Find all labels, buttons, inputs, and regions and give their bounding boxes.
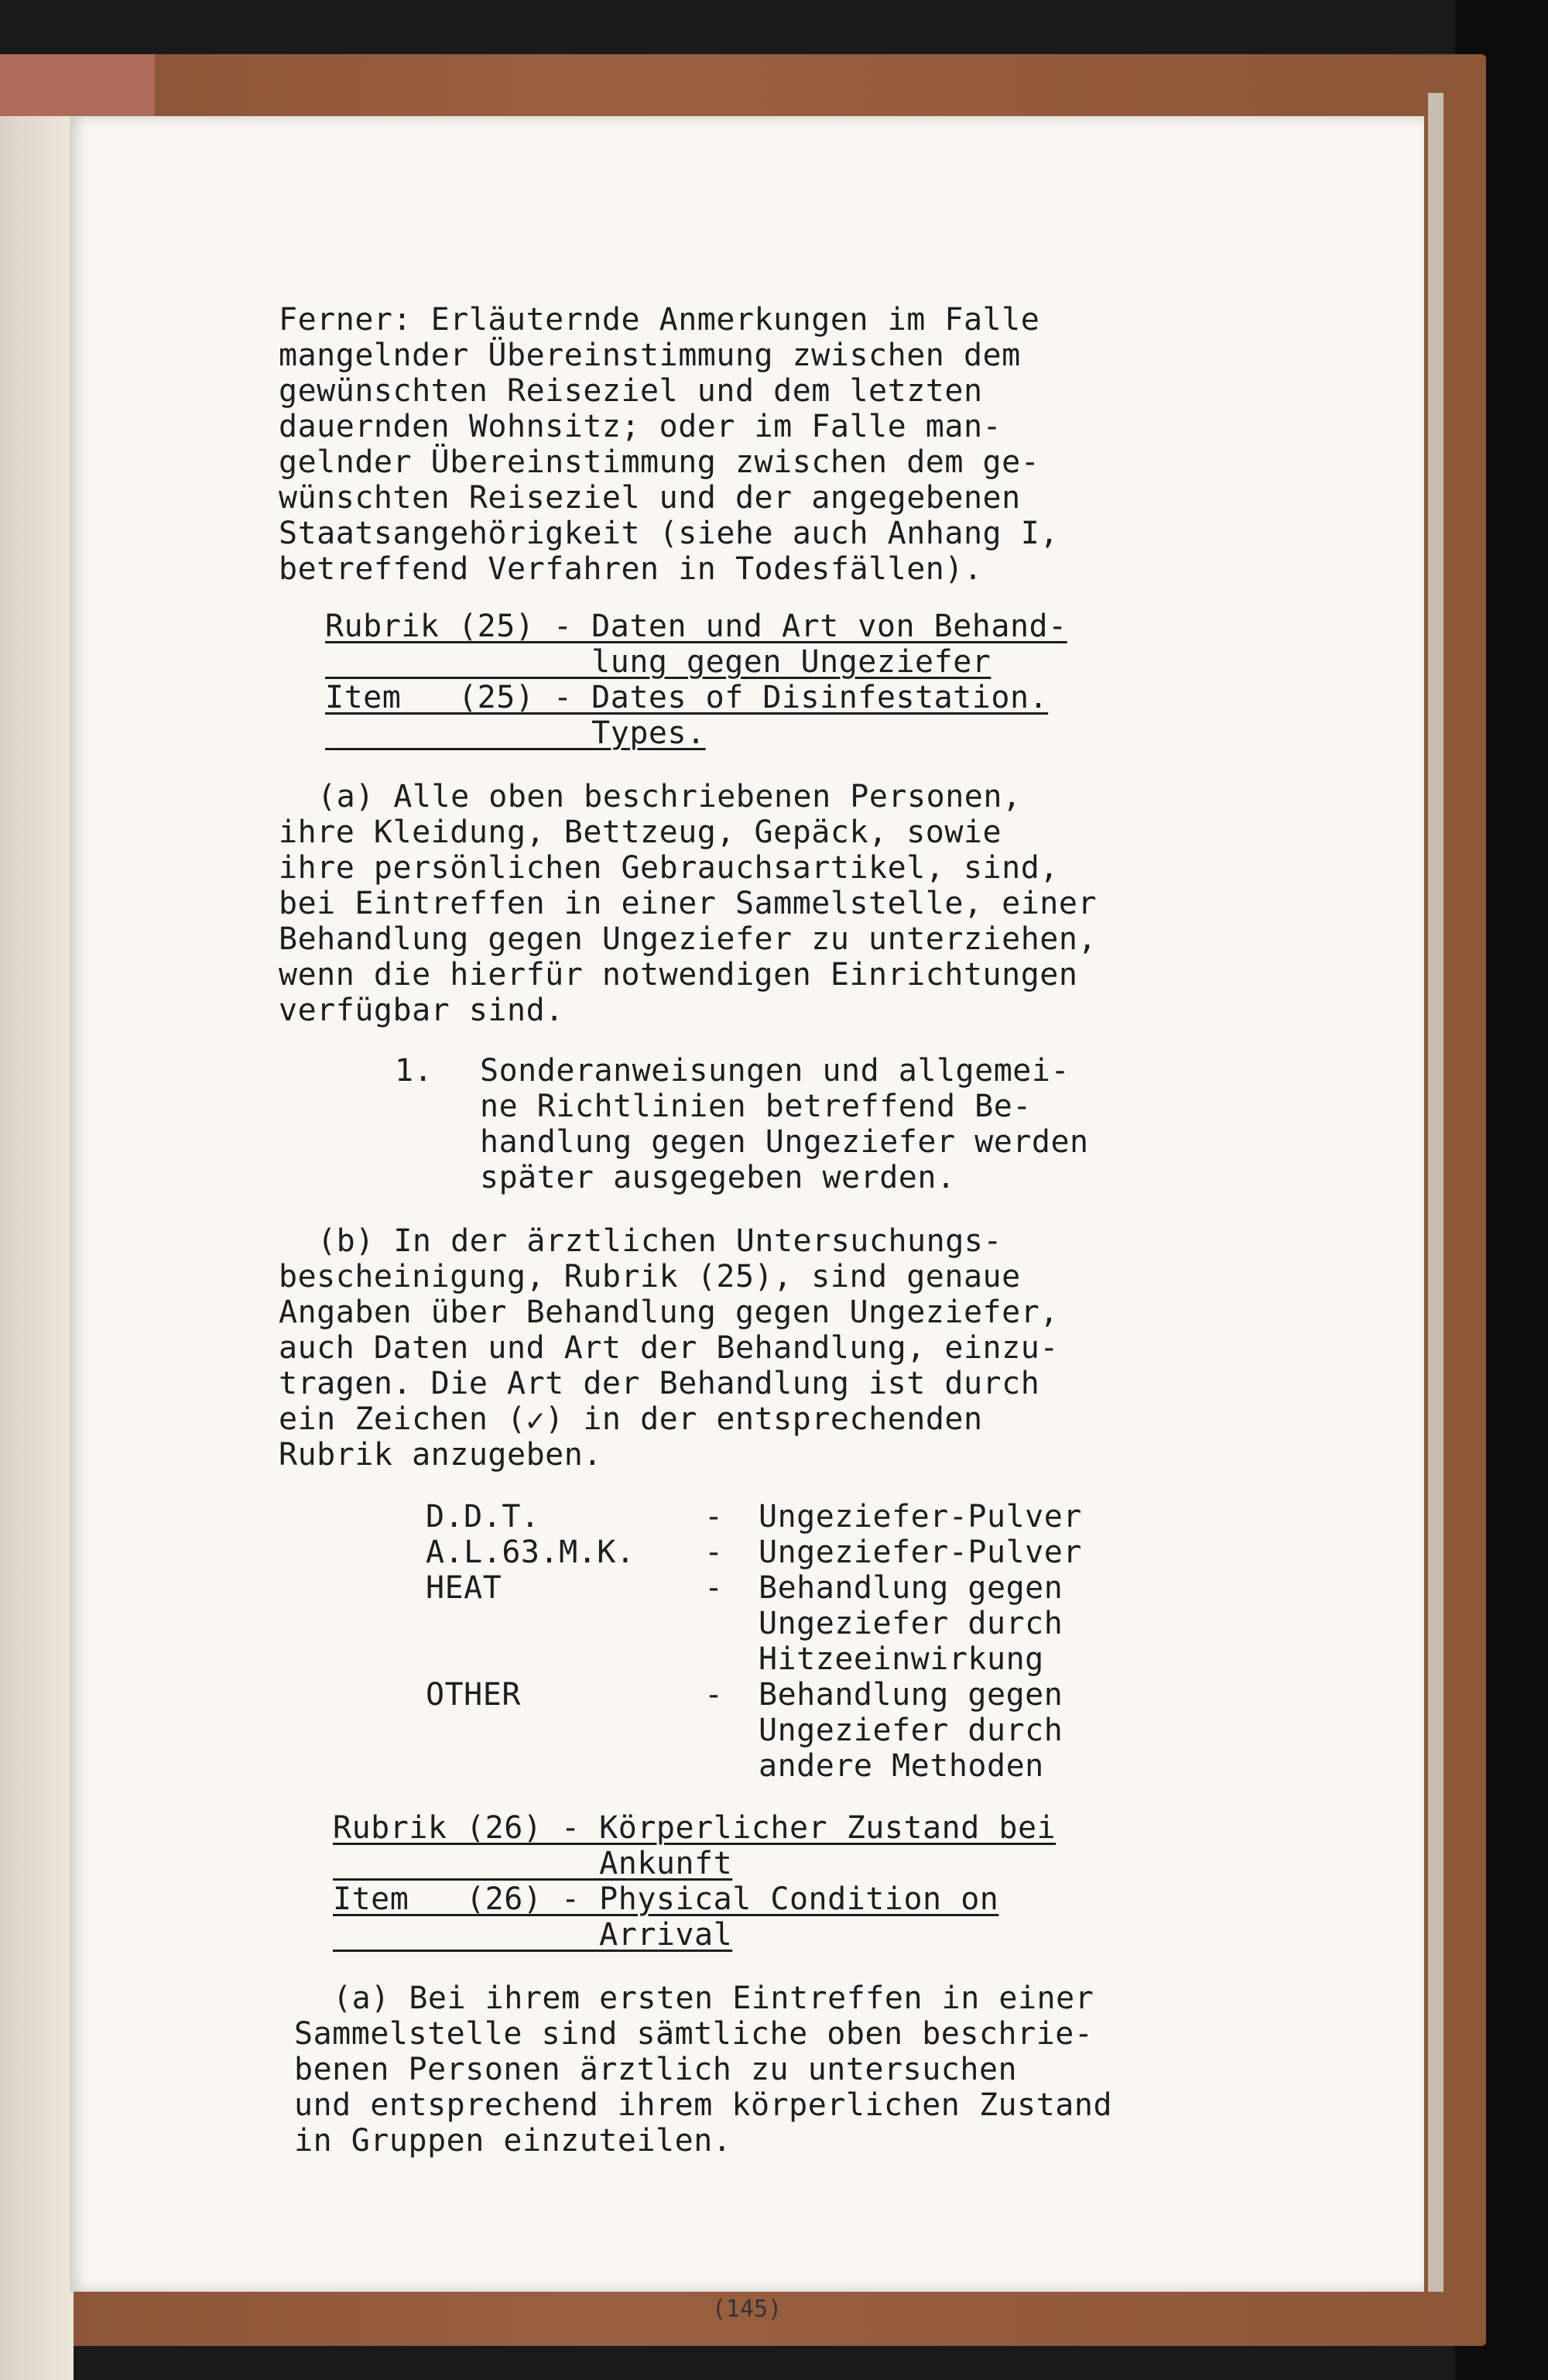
- method-dash: -: [704, 1499, 724, 1535]
- book-spine: [0, 116, 74, 2380]
- heading-line: Item (26) - Physical Condition on: [333, 1881, 999, 1917]
- heading-line: Rubrik (25) - Daten und Art von Behand-: [325, 609, 1067, 644]
- text-line: ihre Kleidung, Bettzeug, Gepäck, sowie: [279, 814, 1002, 850]
- method-desc: andere Methoden: [759, 1748, 1044, 1784]
- text-line: mangelnder Übereinstimmung zwischen dem: [279, 338, 1021, 373]
- method-desc: Ungeziefer-Pulver: [759, 1535, 1082, 1570]
- ferner-paragraph: [279, 302, 1316, 587]
- rubric-25-heading: [325, 609, 1316, 751]
- heading-line: Arrival: [333, 1917, 733, 1953]
- text-line: später ausgegeben werden.: [480, 1160, 956, 1195]
- text-line: Rubrik anzugeben.: [279, 1437, 602, 1473]
- text-line: (b) In der ärztlichen Untersuchungs-: [317, 1223, 1002, 1259]
- text-line: dauernden Wohnsitz; oder im Falle man-: [279, 409, 1002, 444]
- method-desc: Ungeziefer-Pulver: [759, 1499, 1082, 1535]
- method-row: [426, 1677, 1316, 1784]
- page-stack-edge: [1428, 93, 1444, 2292]
- heading-line: Types.: [325, 715, 706, 751]
- text-line: bei Eintreffen in einer Sammelstelle, einer: [279, 886, 1098, 921]
- text-line: handlung gegen Ungeziefer werden: [480, 1124, 1089, 1160]
- method-row: [426, 1499, 1316, 1535]
- text-line: Sonderanweisungen und allgemei-: [480, 1053, 1070, 1089]
- text-line: gewünschten Reiseziel und dem letzten: [279, 373, 983, 409]
- text-line: Staatsangehörigkeit (siehe auch Anhang I,: [279, 516, 1059, 551]
- text-line: verfügbar sind.: [279, 993, 564, 1028]
- text-line: Behandlung gegen Ungeziefer zu unterziehen,: [279, 921, 1098, 957]
- text-line: gelnder Übereinstimmung zwischen dem ge-: [279, 444, 1040, 480]
- method-code: HEAT: [426, 1570, 502, 1606]
- method-desc: Behandlung gegen: [759, 1570, 1063, 1606]
- method-code: A.L.63.M.K.: [426, 1535, 635, 1570]
- text-line: (a) Bei ihrem ersten Eintreffen in einer: [333, 1980, 1094, 2016]
- heading-line: lung gegen Ungeziefer: [325, 644, 991, 680]
- method-dash: -: [704, 1535, 724, 1570]
- paragraph-26a: [294, 1980, 1316, 2159]
- method-dash: -: [704, 1570, 724, 1606]
- page: [70, 116, 1424, 2323]
- heading-line: Ankunft: [333, 1846, 733, 1881]
- rubric-26-heading: [333, 1810, 1316, 1953]
- text-fragment: ) in der entsprechenden: [545, 1401, 983, 1437]
- cover-corner: [0, 54, 155, 116]
- text-fragment: ein Zeichen (: [279, 1401, 526, 1437]
- paragraph-a: [279, 779, 1316, 1028]
- text-line: benen Personen ärztlich zu untersuchen: [294, 2052, 1018, 2087]
- heading-line: Rubrik (26) - Körperlicher Zustand bei: [333, 1810, 1057, 1846]
- method-desc: Hitzeeinwirkung: [759, 1641, 1044, 1677]
- text-line-check: [279, 1401, 1316, 1437]
- method-desc: Ungeziefer durch: [759, 1713, 1063, 1748]
- text-line: Angaben über Behandlung gegen Ungeziefer,: [279, 1295, 1059, 1330]
- text-line: wünschten Reiseziel und der angegebenen: [279, 480, 1021, 516]
- method-desc: Ungeziefer durch: [759, 1606, 1063, 1641]
- note-number: 1.: [395, 1053, 433, 1089]
- text-line: tragen. Die Art der Behandlung ist durch: [279, 1366, 1040, 1401]
- text-line: wenn die hierfür notwendigen Einrichtungen: [279, 957, 1078, 993]
- method-row: [426, 1570, 1316, 1677]
- check-mark-icon: ✓: [526, 1403, 546, 1439]
- text-line: und entsprechend ihrem körperlichen Zustand: [294, 2087, 1113, 2123]
- heading-line: Item (25) - Dates of Disinfestation.: [325, 680, 1049, 715]
- text-line: Sammelstelle sind sämtliche oben beschrie-: [294, 2016, 1094, 2052]
- text-line: in Gruppen einzuteilen.: [294, 2123, 732, 2159]
- method-code: OTHER: [426, 1677, 521, 1713]
- method-dash: -: [704, 1677, 724, 1713]
- text-line: betreffend Verfahren in Todesfällen).: [279, 551, 983, 587]
- disinfestation-methods-list: [426, 1499, 1316, 1784]
- text-line: auch Daten und Art der Behandlung, einzu-: [279, 1330, 1059, 1366]
- paragraph-b: [279, 1223, 1316, 1473]
- page-number: (145): [711, 2296, 783, 2323]
- text-line: bescheinigung, Rubrik (25), sind genaue: [279, 1259, 1021, 1295]
- method-desc: Behandlung gegen: [759, 1677, 1063, 1713]
- note-1: [395, 1053, 1316, 1195]
- text-line: Ferner: Erläuternde Anmerkungen im Falle: [279, 302, 1040, 338]
- page-text: [279, 302, 1316, 2159]
- text-line: ihre persönlichen Gebrauchsartikel, sind,: [279, 850, 1059, 886]
- text-line: ne Richtlinien betreffend Be-: [480, 1089, 1032, 1124]
- text-line: (a) Alle oben beschriebenen Personen,: [317, 779, 1022, 814]
- method-row: [426, 1535, 1316, 1570]
- method-code: D.D.T.: [426, 1499, 540, 1535]
